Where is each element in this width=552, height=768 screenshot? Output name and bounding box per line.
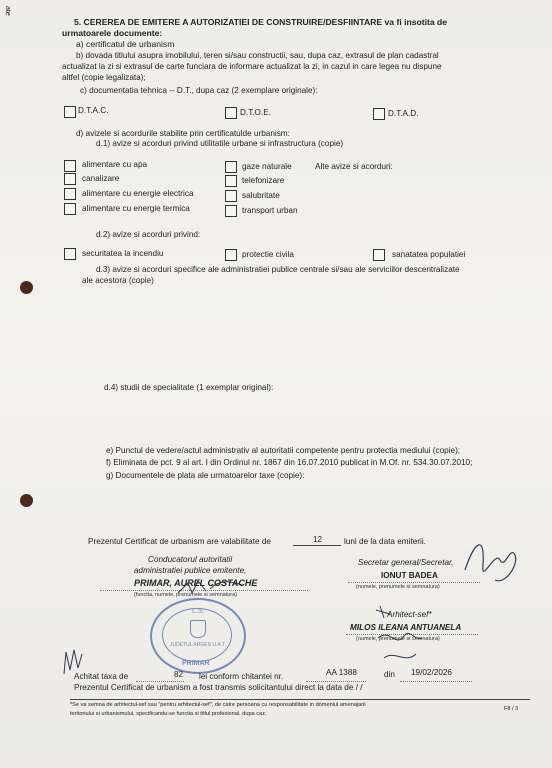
authority-title: Conducatorul autoritatii (148, 555, 233, 564)
arhitect-name: MILOS ILEANA ANTUANELA (350, 623, 462, 632)
checkbox-transport[interactable] (225, 205, 237, 217)
validity-underline (293, 545, 341, 546)
item-d4: d.4) studii de specialitate (1 exemplar original): (104, 383, 274, 392)
primar-signature (176, 575, 246, 599)
primar-name: PRIMAR, AUREL COSTACHE (134, 578, 258, 588)
transmitted-text: Prezentul Certificat de urbanism a fost transmis solicitantului direct la data de / / (74, 683, 363, 692)
item-b-cont: actualizat la zi si extrasul de carte funciara de informare actualizat la zi, in cazul in care legea nu dispune (62, 62, 442, 71)
other-avize-label: Alte avize si acorduri: (315, 162, 393, 171)
secretar-signature (455, 530, 525, 600)
checkbox-alimentare-apa[interactable] (64, 160, 76, 172)
stamp-ls: L.S. (192, 608, 205, 615)
secretar-caption: (numele, prenumele si semnatura) (356, 584, 440, 590)
checkbox-dtad[interactable] (373, 108, 385, 120)
item-d3-cont: ale acestora (copie) (82, 276, 154, 285)
official-stamp (150, 598, 246, 674)
stamp-ring-text: JUDETUL ARGES U.A.T. (170, 642, 226, 648)
label-dtad: D.T.A.D. (388, 109, 419, 118)
authority-title-cont: administratiei publice emitente, (134, 566, 247, 575)
checkbox-telefonizare[interactable] (225, 175, 237, 187)
checkbox-incendiu[interactable] (64, 248, 76, 260)
stamp-text: PRIMAR (182, 660, 210, 667)
label-protectie-civila: protectie civila (242, 250, 294, 259)
item-g: g) Documentele de plata ale urmatoarelor taxe (copie): (106, 471, 305, 480)
label-transport: transport urban (242, 206, 298, 215)
section5-title-cont: urmatoarele documente: (62, 28, 163, 38)
punch-hole (20, 281, 33, 294)
label-incendiu: securitatea la incendiu (82, 249, 164, 258)
label-sanatatea: sanatatea populatiei (392, 250, 466, 259)
item-b-cont: altfel (copie legalizata); (62, 73, 146, 82)
checkbox-salubritate[interactable] (225, 190, 237, 202)
checkbox-energie-electrica[interactable] (64, 188, 76, 200)
checkbox-gaze[interactable] (225, 161, 237, 173)
checkbox-canalizare[interactable] (64, 173, 76, 185)
checkbox-protectie-civila[interactable] (225, 249, 237, 261)
footnote-separator (70, 699, 530, 700)
label-energie-termica: alimentare cu energie termica (82, 204, 190, 213)
payment-date-line (400, 681, 472, 682)
validity-text: Prezentul Certificat de urbanism are valabilitate de (88, 537, 271, 546)
label-alimentare-apa: alimentare cu apa (82, 160, 148, 169)
item-e: e) Punctul de vedere/actul administrativ al autoritatii competente pentru protectia mediului (copie); (106, 446, 461, 455)
punch-hole (20, 494, 33, 507)
payment-amount-line (136, 681, 184, 682)
checkbox-energie-termica[interactable] (64, 203, 76, 215)
label-dtoe: D.T.O.E. (240, 108, 271, 117)
footnote-cont: teritoriului si urbanismului, specificandu-se functia si titlul profesional, dupa caz. (70, 711, 267, 717)
checkbox-dtoe[interactable] (225, 107, 237, 119)
secretar-name: IONUT BADEA (381, 571, 438, 580)
validity-months: 12 (313, 535, 323, 544)
item-d1: d.1) avize si acorduri privind utilitatile urbane si infrastructura (copie) (96, 139, 344, 148)
primar-caption: (functia, numele, prenumele si semnatura) (134, 592, 238, 598)
payment-din: din (384, 670, 395, 679)
item-d: d) avizele si acordurile stabilite prin certificatulde urbanism: (76, 129, 290, 138)
checkbox-dtac[interactable] (64, 106, 76, 118)
item-d3: d.3) avize si acorduri specifice ale administratiei publice centrale si/sau ale serviciilor descentralizate (96, 265, 460, 274)
stamp-crest-icon (190, 620, 206, 638)
margin-label: ate (4, 6, 11, 16)
label-gaze: gaze naturale (242, 162, 292, 171)
payment-receipt-line (306, 681, 366, 682)
label-canalizare: canalizare (82, 174, 120, 183)
page-ref: F8 / 3 (504, 706, 519, 712)
label-salubritate: salubritate (242, 191, 280, 200)
item-d2: d.2) avize si acorduri privind: (96, 230, 201, 239)
checkbox-sanatatea[interactable] (373, 249, 385, 261)
arhitect-title: Arhitect-sef* (387, 610, 432, 619)
label-telefonizare: telefonizare (242, 176, 285, 185)
secretar-title: Secretar general/Secretar, (358, 558, 454, 567)
arhitect-caption: (numele, prenumele si semnatura) (356, 636, 440, 642)
payment-date: 19/02/2026 (411, 668, 452, 677)
section5-title: 5. CEREREA DE EMITERE A AUTORIZATIEI DE CONSTRUIRE/DESFIINTARE va fi insotita de (74, 17, 448, 27)
payment-prefix: Achitat taxa de (74, 672, 129, 681)
footnote: *Se va semna de arhitectul-sef sau "pentru arhitectul-sef", de catre persoana cu responsabilitate in domeniul amenajarii (70, 702, 366, 708)
payment-mid: lei conform chitantei nr. (199, 672, 284, 681)
label-dtac: D.T.A.C. (78, 106, 109, 115)
validity-suffix: luni de la data emiterii. (344, 537, 426, 546)
payment-amount: 82 (174, 670, 184, 679)
item-a: a) certificatul de urbanism (76, 39, 175, 49)
item-c: c) documentatia tehnica -- D.T., dupa caz (2 exemplare originale): (80, 86, 318, 95)
payment-receipt: AA 1388 (326, 668, 357, 677)
item-f: f) Eliminata de pct. 9 al art. I din Ordinul nr. 1867 din 16.07.2010 publicat in M.Of. nr. 534.30.07.2010; (106, 458, 473, 467)
arhitect-signature (370, 598, 430, 668)
label-energie-electrica: alimentare cu energie electrica (82, 189, 194, 198)
item-b: b) dovada titlului asupra imobilului, teren si/sau constructii, sau, dupa caz, extrasul de plan cadastral (76, 51, 439, 60)
